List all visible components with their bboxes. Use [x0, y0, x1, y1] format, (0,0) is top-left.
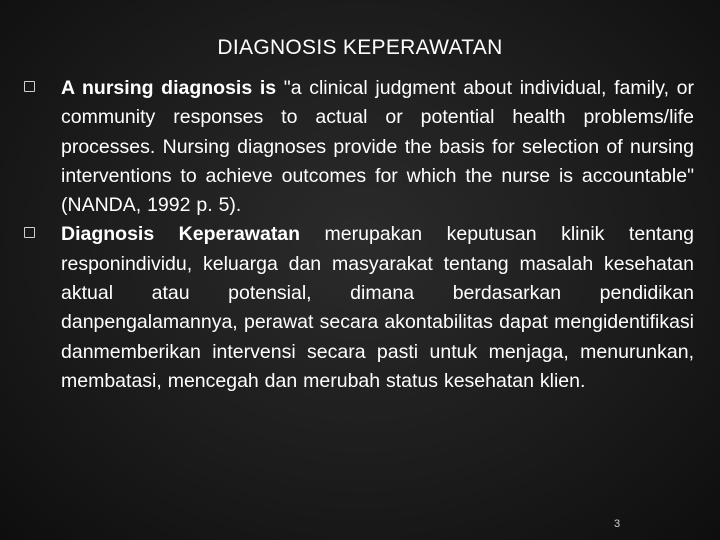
bullet-item: [24, 220, 694, 396]
bullet-list: [24, 74, 694, 396]
bullet-text: [61, 220, 694, 396]
page-number: 3: [614, 518, 621, 530]
bullet-body: merupakan keputusan klinik tentang responindividu, keluarga dan masyarakat tentang masalah kesehatan aktual atau potensial, dimana berdasarkan pendidikan danpengalamannya, perawat secara akontabilitas dapat mengidentifikasi danmemberikan intervensi secara pasti untuk menjaga, menurunkan, membatasi, mencegah dan merubah status kesehatan klien.: [61, 223, 694, 392]
bullet-text: [61, 74, 694, 220]
bullet-body: "a clinical judgment about individual, family, or community responses to actual or potential health problems/life processes. Nursing diagnoses provide the basis for selection of nursing interventions to achieve outcomes for which the nurse is accountable" (NANDA, 1992 p. 5).: [61, 77, 694, 217]
bullet-lead: Diagnosis Keperawatan: [61, 223, 301, 246]
bullet-box-icon: [24, 227, 35, 238]
bullet-item: [24, 74, 694, 220]
bullet-lead: A nursing diagnosis is: [61, 77, 277, 99]
slide-title: DIAGNOSIS KEPERAWATAN: [217, 36, 503, 59]
bullet-box-icon: [24, 81, 35, 92]
